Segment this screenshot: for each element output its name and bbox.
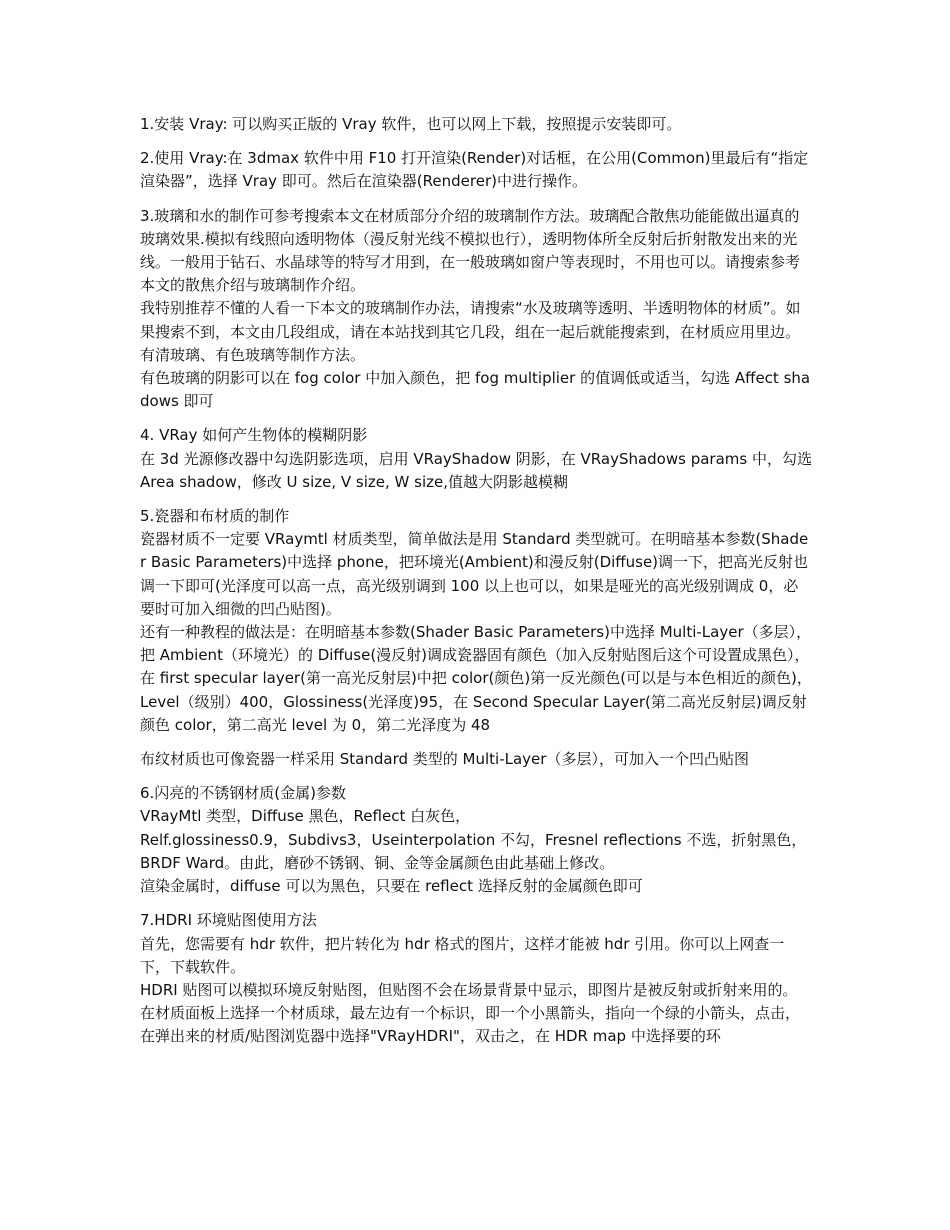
paragraph-text: 渲染金属时，diffuse 可以为黑色，只要在 reflect 选择反射的金属颜色即可 xyxy=(140,877,643,896)
paragraph-text: 还有一种教程的做法是：在明暗基本参数(Shader Basic Parameters)中选择 Multi-Layer（多层），把 Ambient（环境光）的 Diffuse(漫反射)调成瓷器固有颜色（加入反射贴图后这个可设置成黑色），在 first specular layer(第一高光反射层)中把 color(颜色)第一反光颜色(可以是与本色相近的颜色)，Level（级别）400，Glossiness(光泽度)95，在 Second Specular Layer(第二高光反射层)调反射颜色 color，第二高光 level 为 0，第二光泽度为 48 xyxy=(140,623,812,734)
paragraph-text: 3.玻璃和水的制作可参考搜索本文在材质部分介绍的玻璃制作方法。玻璃配合散焦功能能做出逼真的玻璃效果.模拟有线照向透明物体（漫反射光线不模拟也行），透明物体所全反射后折射散发出来的光线。一般用于钻石、水晶球等的特写才用到，在一般玻璃如窗户等表现时，不用也可以。请搜索参考本文的散焦介绍与玻璃制作介绍。 xyxy=(140,206,801,295)
section-hdri-map xyxy=(140,909,812,1048)
paragraph-text: 在 3d 光源修改器中勾选阴影选项，启用 VRayShadow 阴影，在 VRayShadows params 中，勾选 Area shadow，修改 U size, V size, W size,值越大阴影越模糊 xyxy=(140,449,812,491)
section-stainless-steel xyxy=(140,782,812,898)
paragraph-text: 有色玻璃的阴影可以在 fog color 中加入颜色，把 fog multiplier 的值调低或适当，勾选 Affect shadows 即可 xyxy=(140,369,811,411)
paragraph-text: 在材质面板上选择一个材质球，最左边有一个标识，即一个小黑箭头，指向一个绿的小箭头，点击，在弹出来的材质/贴图浏览器中选择"VRayHDRI"，双击之，在 HDR map 中选择要的环 xyxy=(140,1004,801,1046)
paragraph-text: HDRI 贴图可以模拟环境反射贴图，但贴图不会在场景背景中显示，即图片是被反射或折射来用的。 xyxy=(140,980,798,999)
paragraph-text: 瓷器材质不一定要 VRaymtl 材质类型，简单做法是用 Standard 类型就可。在明暗基本参数(Shader Basic Parameters)中选择 phone，把环境光(Ambient)和漫反射(Diffuse)调一下，把高光反射也调一下即可(光泽度可以高一点，高光级别调到 100 以上也可以，如果是哑光的高光级别调成 0，必要时可加入细微的凹凸贴图)。 xyxy=(140,530,809,618)
section-heading: 6.闪亮的不锈钢材质(金属)参数 xyxy=(140,784,347,803)
paragraph-text: 1.安装 Vray: 可以购买正版的 Vray 软件，也可以网上下载，按照提示安装即可。 xyxy=(140,115,682,133)
section-use-vray xyxy=(140,147,812,193)
paragraph-text: Relf.glossiness0.9，Subdivs3，Useinterpolation 不勾，Fresnel reflections 不选，折射黑色，BRDF Ward。由此，磨砂不锈钢、铜、金等金属颜色由此基础上修改。 xyxy=(140,830,807,872)
paragraph-text: 我特别推荐不懂的人看一下本文的玻璃制作办法，请搜索“水及玻璃等透明、半透明物体的材质”。如果搜索不到，本文由几段组成，请在本站找到其它几段，组在一起后就能搜索到，在材质应用里边。有清玻璃、有色玻璃等制作方法。 xyxy=(140,299,801,364)
paragraph-text: 首先，您需要有 hdr 软件，把片转化为 hdr 格式的图片，这样才能被 hdr 引用。你可以上网查一下，下载软件。 xyxy=(140,934,785,976)
paragraph-text: VRayMtl 类型，Diffuse 黑色，Reflect 白灰色， xyxy=(140,807,471,826)
document-page xyxy=(140,113,812,1060)
paragraph-text: 2.使用 Vray:在 3dmax 软件中用 F10 打开渲染(Render)对话框，在公用(Common)里最后有“指定渲染器”，选择 Vray 即可。然后在渲染器(Renderer)中进行操作。 xyxy=(140,149,809,191)
section-install-vray xyxy=(140,113,812,136)
section-heading: 5.瓷器和布材质的制作 xyxy=(140,507,290,526)
paragraph-text: 布纹材质也可像瓷器一样采用 Standard 类型的 Multi-Layer（多层），可加入一个凹凸贴图 xyxy=(140,750,749,769)
section-heading: 7.HDRI 环境贴图使用方法 xyxy=(140,911,317,930)
section-glass-water xyxy=(140,205,812,414)
section-cloth-material xyxy=(140,748,812,771)
section-heading: 4. VRay 如何产生物体的模糊阴影 xyxy=(140,426,368,445)
section-porcelain-cloth xyxy=(140,505,812,737)
section-blur-shadow xyxy=(140,424,812,494)
